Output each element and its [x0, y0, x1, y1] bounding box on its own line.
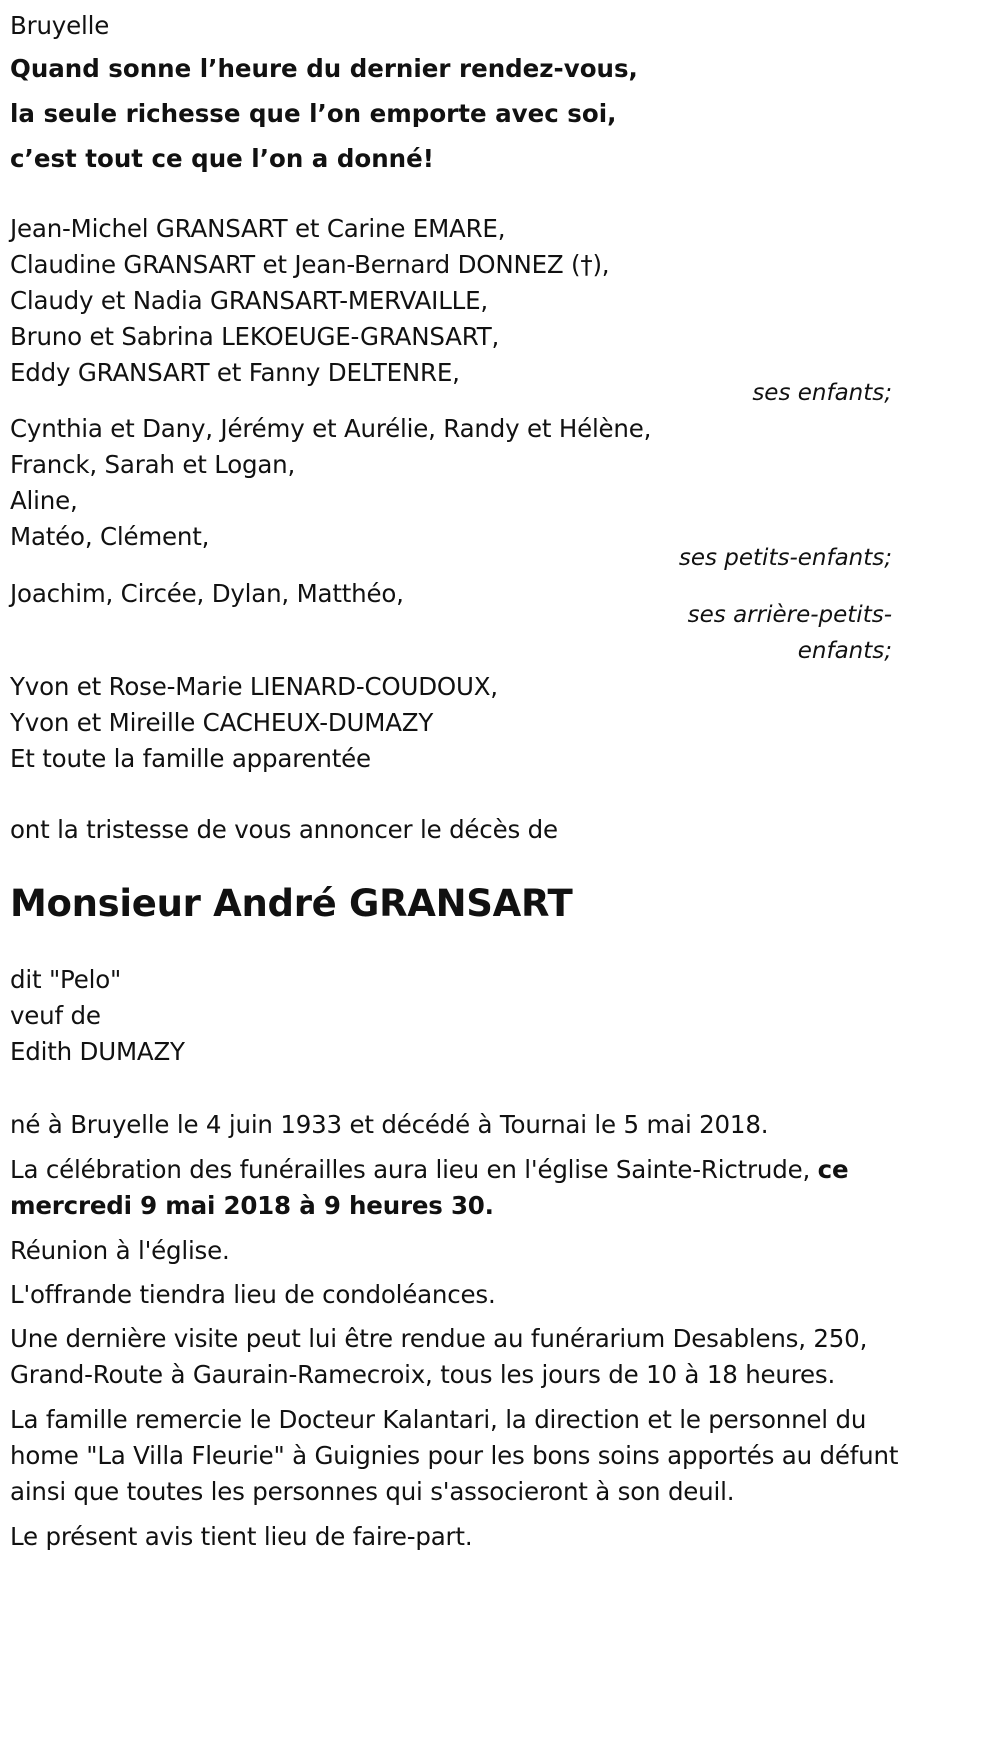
offering-text: L'offrande tiendra lieu de condoléances.	[10, 1280, 496, 1309]
birth-death-text: né à Bruyelle le 4 juin 1933 et décédé à Tournai le 5 mai 2018.	[10, 1110, 769, 1139]
relative-name: Et toute la famille apparentée	[10, 744, 371, 773]
children-role: ses enfants;	[752, 380, 892, 406]
child-name: Bruno et Sabrina LEKOEUGE-GRANSART,	[10, 322, 500, 351]
relatives-list	[10, 669, 498, 777]
place-name: Bruyelle	[10, 11, 110, 40]
children-list	[10, 211, 609, 391]
quote-line-2: la seule richesse que l’on emporte avec soi,	[10, 99, 617, 128]
great-grandchildren-role-line-2: enfants;	[797, 638, 892, 664]
great-grandchild-name: Joachim, Circée, Dylan, Matthéo,	[10, 579, 404, 608]
great-grandchildren-role-line-1: ses arrière-petits-	[687, 602, 892, 628]
child-name: Eddy GRANSART et Fanny DELTENRE,	[10, 358, 460, 387]
child-name: Claudine GRANSART et Jean-Bernard DONNEZ (†),	[10, 250, 610, 279]
grandchild-name: Cynthia et Dany, Jérémy et Aurélie, Randy et Hélène,	[10, 414, 652, 443]
ceremony-location: La célébration des funérailles aura lieu en l'église Sainte-Rictrude,	[10, 1155, 818, 1184]
deceased-name: Monsieur André GRANSART	[10, 882, 573, 925]
grandchild-name: Aline,	[10, 486, 78, 515]
grandchild-name: Matéo, Clément,	[10, 522, 210, 551]
grandchildren-list	[10, 411, 651, 555]
announcement-text: ont la tristesse de vous annoncer le décès de	[10, 815, 558, 844]
great-grandchildren-list	[10, 576, 404, 612]
child-name: Jean-Michel GRANSART et Carine EMARE,	[10, 214, 506, 243]
thanks-text: La famille remercie le Docteur Kalantari, la direction et le personnel du home "La Villa Fleurie" à Guignies pour les bons soins apportés au défunt ainsi que toutes les personnes qui s'associeront à son deuil.	[10, 1405, 899, 1506]
deceased-widow-label: veuf de	[10, 1001, 101, 1030]
relative-name: Yvon et Mireille CACHEUX-DUMAZY	[10, 708, 434, 737]
deceased-spouse: Edith DUMAZY	[10, 1037, 185, 1066]
relative-name: Yvon et Rose-Marie LIENARD-COUDOUX,	[10, 672, 498, 701]
quote-line-3: c’est tout ce que l’on a donné!	[10, 144, 434, 173]
quote-line-1: Quand sonne l’heure du dernier rendez-vous,	[10, 54, 638, 83]
ceremony-text	[10, 1152, 900, 1224]
ceremony-date: ce mercredi 9 mai 2018 à 9 heures 30.	[10, 1155, 849, 1220]
grandchildren-role: ses petits-enfants;	[678, 545, 892, 571]
deceased-nickname: dit "Pelo"	[10, 965, 122, 994]
grandchild-name: Franck, Sarah et Logan,	[10, 450, 296, 479]
child-name: Claudy et Nadia GRANSART-MERVAILLE,	[10, 286, 488, 315]
visit-text: Une dernière visite peut lui être rendue au funérarium Desablens, 250, Grand-Route à Gaurain-Ramecroix, tous les jours de 10 à 18 heures.	[10, 1324, 868, 1389]
notice-text: Le présent avis tient lieu de faire-part.	[10, 1522, 473, 1551]
deceased-details	[10, 962, 185, 1070]
meeting-text: Réunion à l'église.	[10, 1236, 230, 1265]
